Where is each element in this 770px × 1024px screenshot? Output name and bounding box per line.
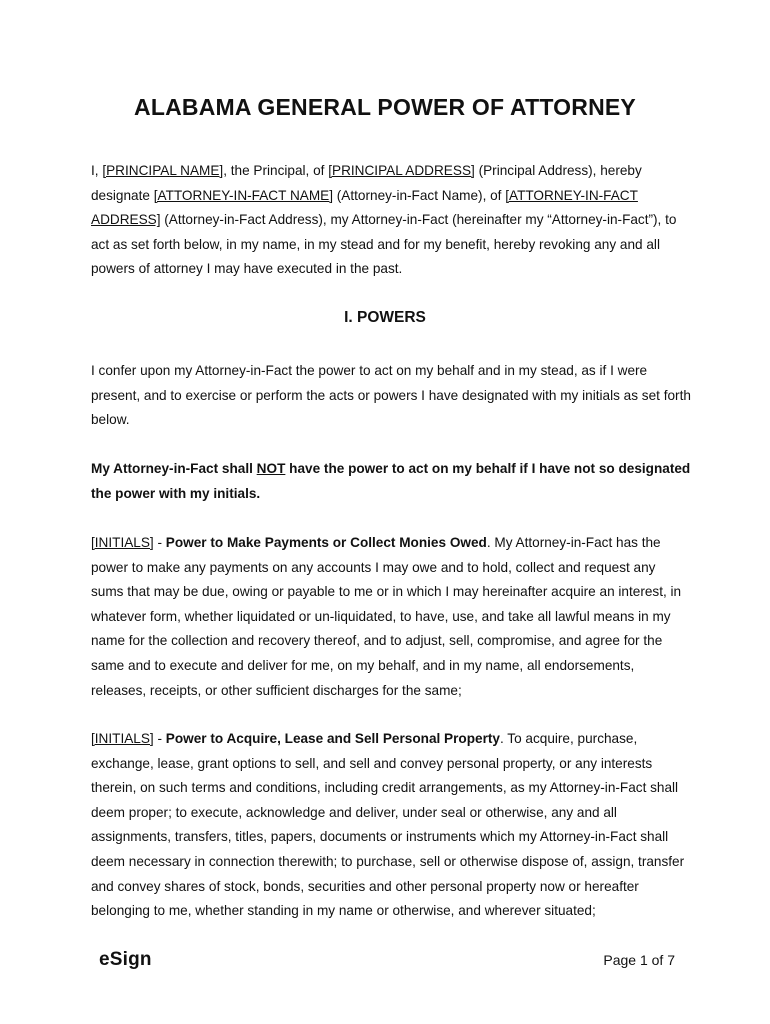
principal-name-field[interactable]: [PRINCIPAL NAME]: [102, 163, 224, 178]
intro-text: (Attorney-in-Fact Name), of: [333, 187, 506, 203]
intro-text: I,: [91, 163, 103, 178]
principal-address-field[interactable]: [PRINCIPAL ADDRESS]: [328, 163, 475, 178]
notice-text: My Attorney-in-Fact shall: [91, 461, 257, 476]
power-heading: Power to Make Payments or Collect Monies Owed: [165, 535, 487, 550]
intro-text: , the Principal, of: [223, 163, 329, 178]
power-dash: -: [153, 535, 166, 550]
intro-paragraph: [91, 159, 691, 282]
power-text: . My Attorney-in-Fact has the power to make any payments on any accounts I may owe and to hold, collect and request any sums that may be due, owing or payable to me or in which I may hereinafter acquire an interest, in whatever form, whether liquidated or un-liquidated, to have, use, and take all lawful means in my name for the collection and recovery thereof, and to adjust, sell, compromise, and agree for the same and to execute and deliver for me, on my behalf, and in my name, all endorsements, releases, receipts, or other sufficient discharges for the same;: [91, 535, 682, 698]
notice-text: have the power to act on my behalf if I have not so designated the power with my initials.: [91, 461, 691, 501]
section-heading-powers: I. POWERS: [344, 309, 426, 326]
esign-logo: eSign: [99, 949, 152, 970]
page-number: Page 1 of 7: [603, 952, 675, 968]
notice-paragraph: [91, 457, 691, 506]
power-heading: Power to Acquire, Lease and Sell Personal Property: [165, 731, 500, 746]
intro-text: (Principal Address), hereby designate: [91, 163, 642, 203]
notice-not-emphasis: NOT: [256, 461, 286, 476]
attorney-address-field[interactable]: [ATTORNEY-IN-FACT ADDRESS]: [91, 187, 638, 228]
power-paragraph-personal-property: [91, 727, 691, 924]
confer-paragraph: I confer upon my Attorney-in-Fact the power to act on my behalf and in my stead, as if I were present, and to exercise or perform the acts or powers I have designated with my initials as set forth below.: [91, 363, 691, 428]
intro-text: (Attorney-in-Fact Address), my Attorney-in-Fact (hereinafter my “Attorney-in-Fact”), to act as set forth below, in my name, in my stead and for my benefit, hereby revoking any and all powers of attorney I may have executed in the past.: [91, 212, 677, 277]
power-paragraph-payments: [91, 531, 691, 703]
initials-field[interactable]: [INITIALS]: [91, 731, 154, 746]
document-title: ALABAMA GENERAL POWER OF ATTORNEY: [134, 94, 636, 120]
power-text: . To acquire, purchase, exchange, lease, grant options to sell, and sell and convey personal property, or any interests therein, on such terms and conditions, including credit arrangements, as my Attorney-in-Fact shall deem proper; to execute, acknowledge and deliver, under seal or otherwise, any and all assignments, transfers, titles, papers, documents or instruments which my Attorney-in-Fact shall deem necessary in connection therewith; to purchase, sell or otherwise dispose of, assign, transfer and convey shares of stock, bonds, securities and other personal property now or hereafter belonging to me, whether standing in my name or otherwise, and wherever situated;: [91, 731, 685, 919]
initials-field[interactable]: [INITIALS]: [91, 535, 154, 550]
power-dash: -: [153, 731, 166, 746]
attorney-name-field[interactable]: [ATTORNEY-IN-FACT NAME]: [153, 187, 333, 203]
